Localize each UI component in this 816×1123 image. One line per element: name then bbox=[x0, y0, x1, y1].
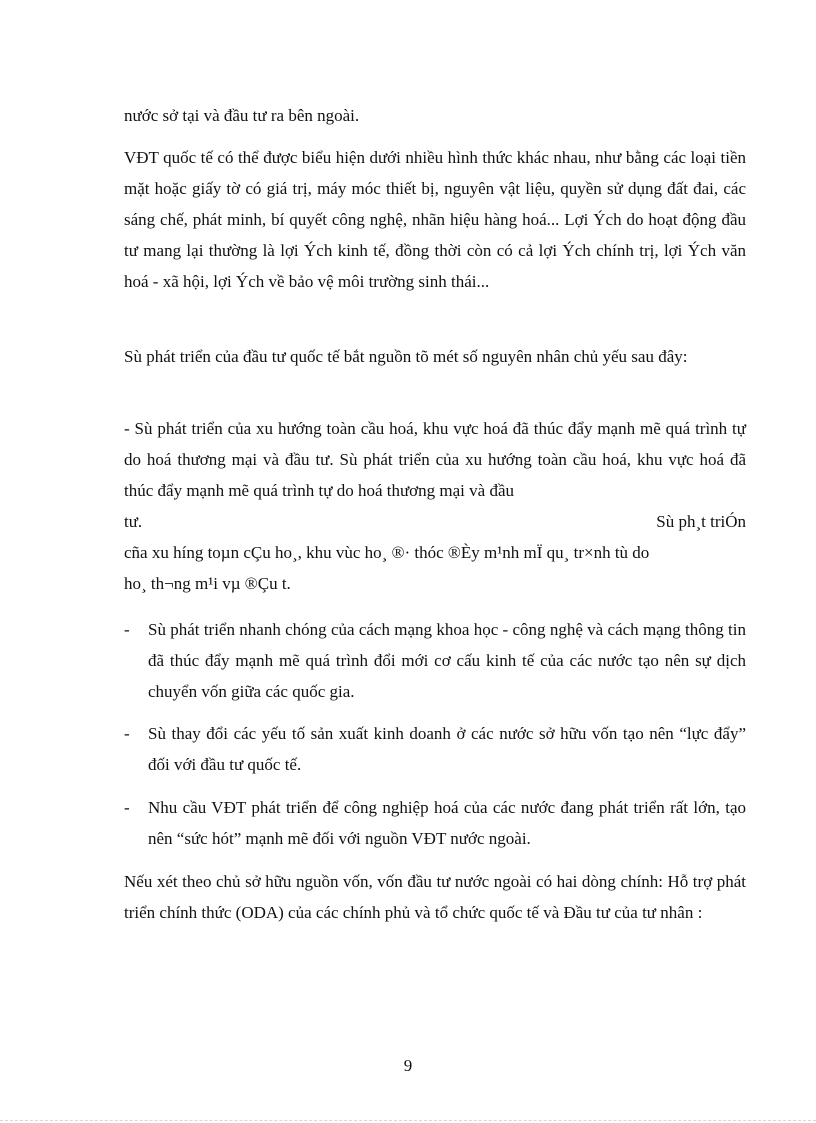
bullet-dash: - bbox=[124, 724, 130, 743]
paragraph-vdt-forms: VĐT quốc tế có thể được biểu hiện dưới nhiều hình thức khác nhau, như bằng các loại tiền mặt hoặc giấy tờ có giá trị, máy móc thiết bị, nguyên vật liệu, quyền sử dụng đất đai, các sáng chế, phát minh, bí quyết công nghệ, nhãn hiệu hàng hoá... Lợi Ých do hoạt động đầu tư mang lại thường là lợi Ých kinh tế, đồng thời còn có cả lợi Ých chính trị, lợi Ých văn hoá - xã hội, lợi Ých về bảo vệ môi trường sinh thái... bbox=[124, 148, 746, 291]
garbled-line-1: cña xu híng toµn cÇu ho¸, khu vùc ho¸ ®· thóc ®Èy m¹nh mÏ qu¸ tr×nh tù do bbox=[124, 543, 650, 562]
list-item bbox=[124, 614, 746, 707]
page-number: 9 bbox=[403, 1056, 413, 1075]
list-item bbox=[124, 718, 746, 780]
page-bottom-divider bbox=[0, 1120, 816, 1121]
bullet-text-demand: Nhu cầu VĐT phát triển để công nghiệp hoá của các nước đang phát triển rất lớn, tạo nên “sức hót” mạnh mẽ đối với nguồn VĐT nước ngoài. bbox=[148, 798, 746, 848]
split-left-text: tư. bbox=[124, 512, 143, 531]
paragraph-continuation: nước sở tại và đầu tư ra bên ngoài. bbox=[124, 106, 360, 125]
paragraph-trend: - Sù phát triển của xu hướng toàn cầu hoá, khu vực hoá đã thúc đẩy mạnh mẽ quá trình tự do hoá thương mại và đầu tư. Sù phát triển của xu hướng toàn cầu hoá, khu vực hoá đã thúc đẩy mạnh mẽ quá trình tự do hoá thương mại và đầu bbox=[124, 419, 746, 500]
paragraph-ownership: Nếu xét theo chủ sở hữu nguồn vốn, vốn đầu tư nước ngoài có hai dòng chính: Hỗ trợ phát triển chính thức (ODA) của các chính phủ và tổ chức quốc tế và Đầu tư của tư nhân : bbox=[124, 872, 746, 922]
list-item bbox=[124, 792, 746, 854]
paragraph-origins: Sù phát triển của đầu tư quốc tế bắt nguồn tõ mét số nguyên nhân chủ yếu sau đây: bbox=[124, 347, 688, 366]
bullet-dash: - bbox=[124, 620, 130, 639]
bullet-text-technology: Sù phát triển nhanh chóng của cách mạng khoa học - công nghệ và cách mạng thông tin đã thúc đẩy mạnh mẽ quá trình đổi mới cơ cấu kinh tế của các nước tạo nên sự dịch chuyển vốn giữa các quốc gia. bbox=[148, 620, 746, 701]
bullet-dash: - bbox=[124, 798, 130, 817]
split-right-text: Sù ph¸t triÓn bbox=[656, 512, 746, 531]
paragraph-trend-block bbox=[124, 413, 746, 599]
split-line bbox=[124, 506, 746, 537]
bullet-text-production: Sù thay đổi các yếu tố sản xuất kinh doanh ở các nước sở hữu vốn tạo nên “lực đẩy” đối với đầu tư quốc tế. bbox=[148, 724, 746, 774]
garbled-line-2: ho¸ th¬ng m¹i vµ ®Çu t. bbox=[124, 574, 291, 593]
